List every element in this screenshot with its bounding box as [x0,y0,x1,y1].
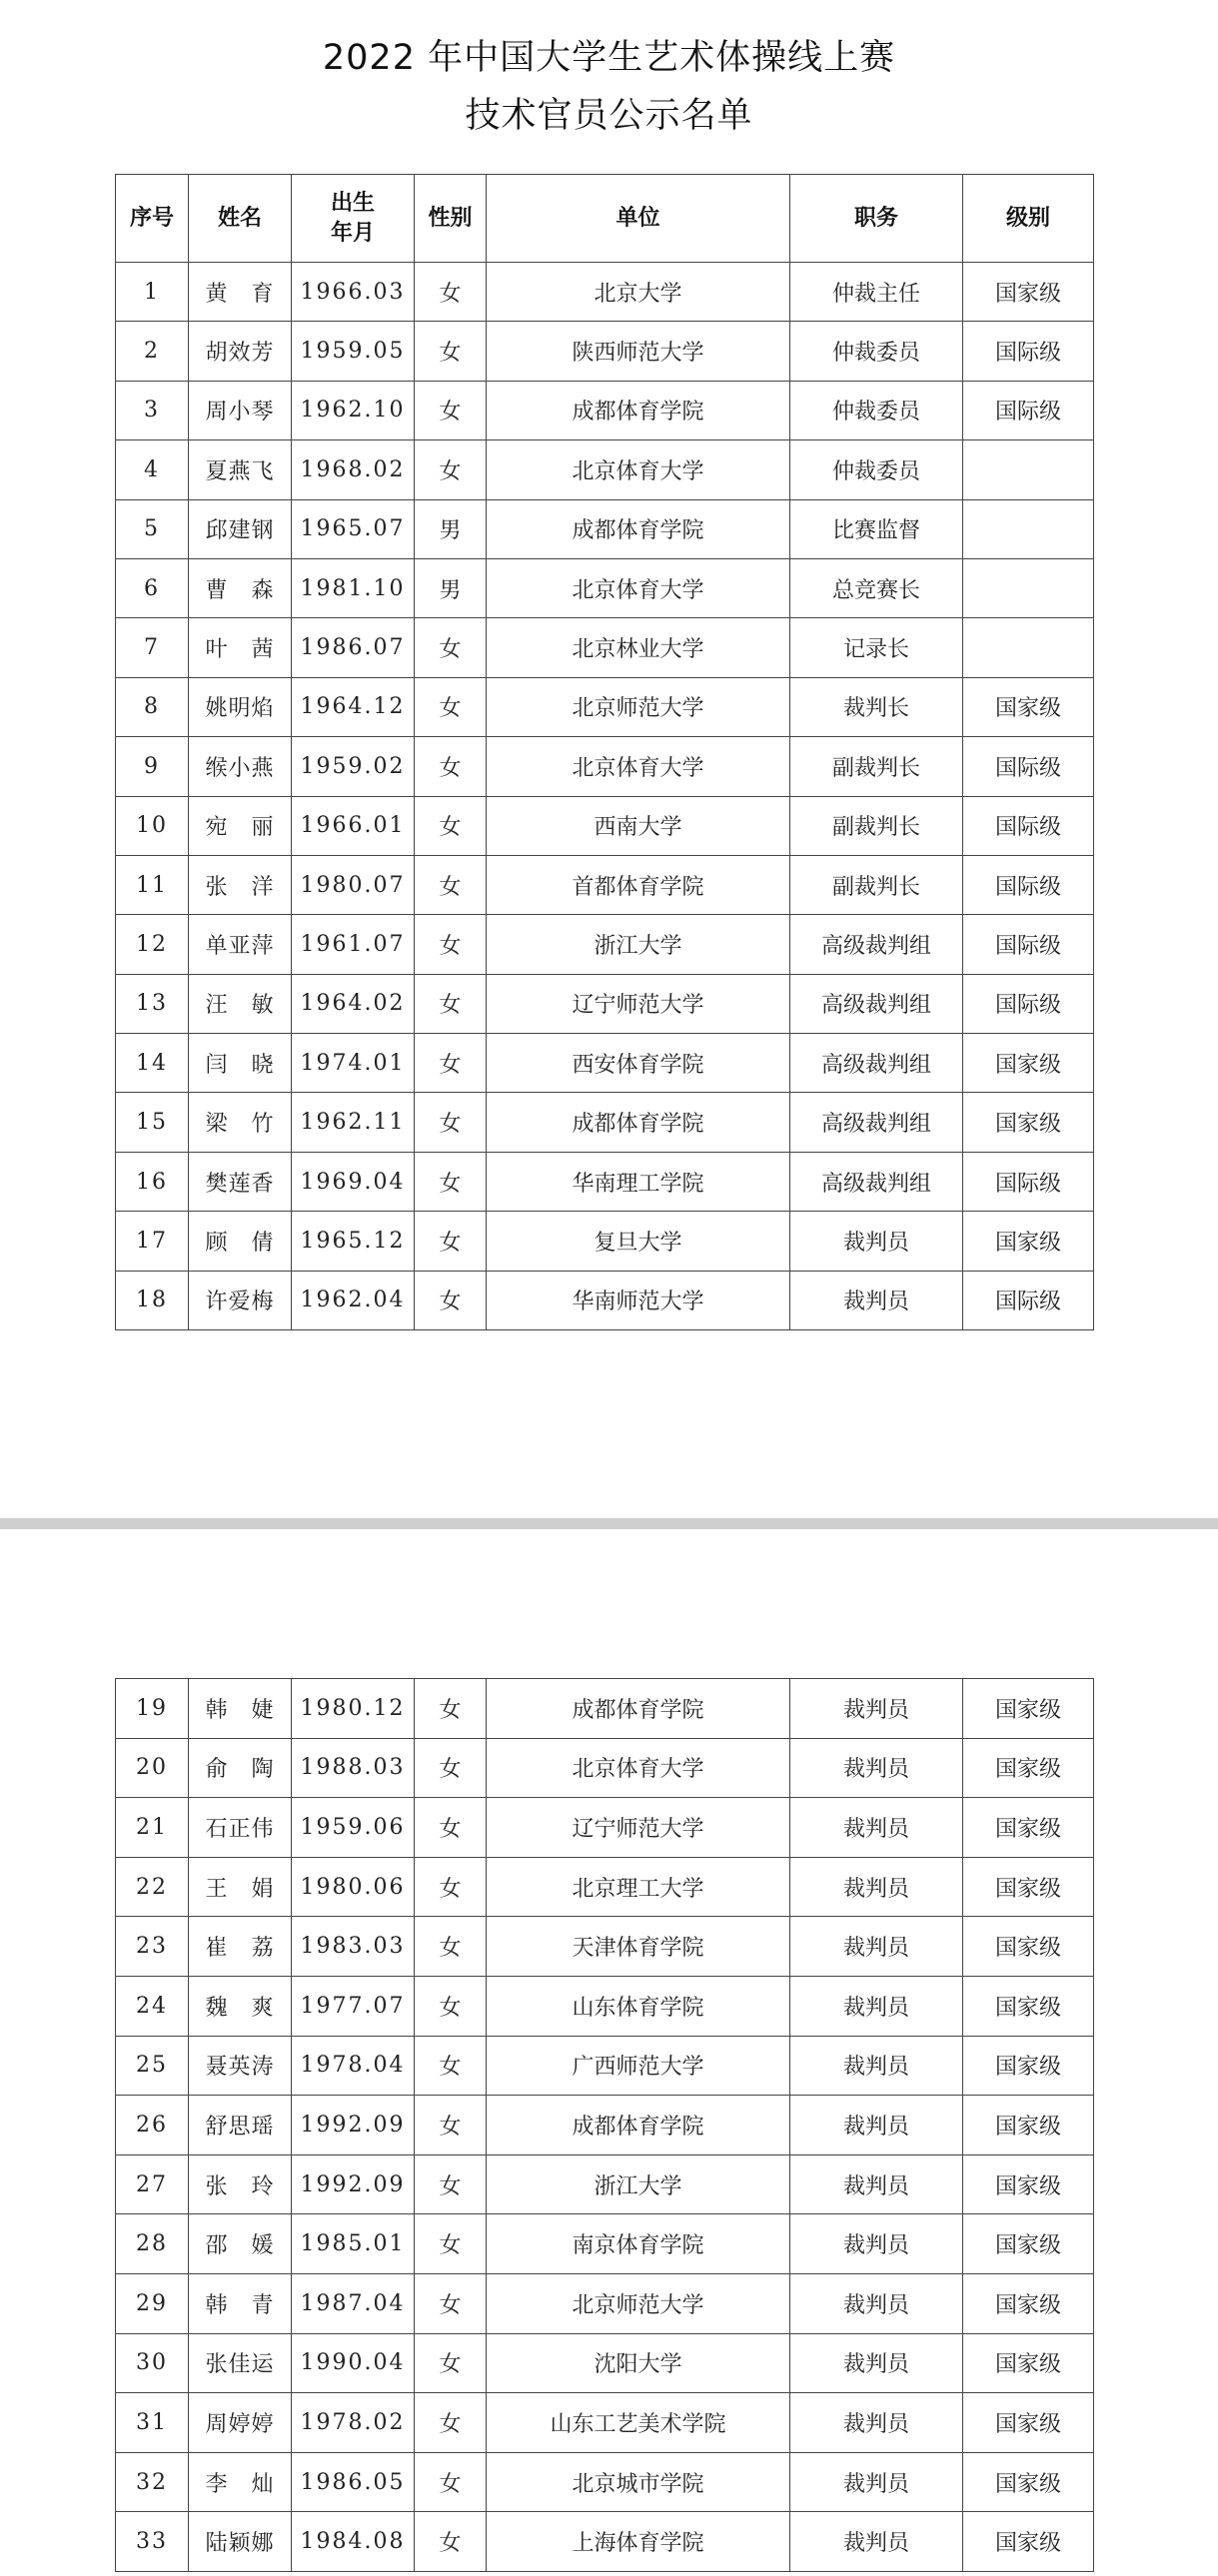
cell-gender: 男 [415,499,487,558]
cell-role: 高级裁判组 [790,1152,963,1211]
cell-birth: 1984.08 [292,2512,415,2572]
cell-birth: 1988.03 [292,1738,415,1798]
cell-level: 国家级 [963,2333,1094,2393]
cell-name: 周婷婷 [189,2393,292,2453]
cell-level: 国家级 [963,1857,1094,1917]
cell-index: 25 [116,2036,189,2096]
cell-gender: 女 [415,915,487,974]
cell-index: 7 [116,618,189,677]
cell-role: 裁判员 [790,2333,963,2393]
cell-birth: 1978.04 [292,2036,415,2096]
table-row [116,2214,1094,2274]
table-row [116,677,1094,736]
cell-index: 6 [116,558,189,617]
cell-name: 陆颖娜 [189,2512,292,2572]
cell-index: 15 [116,1093,189,1152]
cell-birth: 1959.06 [292,1798,415,1858]
table-row [116,381,1094,439]
cell-level: 国际级 [963,322,1094,381]
cell-gender: 女 [415,2393,487,2453]
cell-level: 国家级 [963,1798,1094,1858]
cell-level: 国际级 [963,381,1094,439]
cell-unit: 上海体育学院 [487,2512,790,2572]
cell-unit: 浙江大学 [487,915,790,974]
cell-birth: 1961.07 [292,915,415,974]
cell-level: 国家级 [963,677,1094,736]
cell-unit: 天津体育学院 [487,1917,790,1977]
cell-name: 石正伟 [189,1798,292,1858]
cell-birth: 1968.02 [292,440,415,499]
cell-level: 国家级 [963,2393,1094,2453]
cell-level [963,618,1094,677]
table-row [116,2273,1094,2333]
cell-gender: 女 [415,1798,487,1858]
cell-index: 2 [116,322,189,381]
cell-index: 23 [116,1917,189,1977]
cell-unit: 成都体育学院 [487,2096,790,2155]
cell-unit: 北京城市学院 [487,2452,790,2512]
cell-gender: 女 [415,1271,487,1329]
cell-role: 裁判长 [790,677,963,736]
header-gender: 性别 [415,175,487,263]
cell-index: 8 [116,677,189,736]
cell-unit: 成都体育学院 [487,1093,790,1152]
cell-index: 27 [116,2154,189,2214]
cell-level [963,440,1094,499]
cell-level: 国家级 [963,2154,1094,2214]
cell-gender: 女 [415,1679,487,1739]
cell-unit: 北京师范大学 [487,677,790,736]
cell-unit: 北京体育大学 [487,440,790,499]
cell-name: 缑小燕 [189,737,292,796]
table-row [116,2154,1094,2214]
cell-level: 国际级 [963,974,1094,1033]
cell-birth: 1964.02 [292,974,415,1033]
cell-birth: 1986.05 [292,2452,415,2512]
cell-level: 国家级 [963,2214,1094,2274]
cell-name: 叶 茜 [189,618,292,677]
table-row [116,499,1094,558]
cell-birth: 1965.12 [292,1212,415,1271]
cell-name: 张 洋 [189,855,292,914]
table-row [116,1976,1094,2036]
cell-level: 国家级 [963,1738,1094,1798]
cell-birth: 1965.07 [292,499,415,558]
table-row [116,737,1094,796]
cell-birth: 1987.04 [292,2273,415,2333]
cell-name: 崔 荔 [189,1917,292,1977]
cell-birth: 1978.02 [292,2393,415,2453]
cell-birth: 1990.04 [292,2333,415,2393]
table-row [116,974,1094,1033]
cell-name: 夏燕飞 [189,440,292,499]
cell-name: 姚明焰 [189,677,292,736]
table-row [116,915,1094,974]
cell-role: 副裁判长 [790,855,963,914]
cell-unit: 西安体育学院 [487,1034,790,1093]
table-row [116,263,1094,322]
cell-name: 聂英涛 [189,2036,292,2096]
cell-role: 总竞赛长 [790,558,963,617]
cell-unit: 北京体育大学 [487,1738,790,1798]
cell-role: 仲裁委员 [790,322,963,381]
cell-gender: 女 [415,2273,487,2333]
cell-birth: 1977.07 [292,1976,415,2036]
cell-index: 4 [116,440,189,499]
cell-index: 3 [116,381,189,439]
cell-gender: 女 [415,855,487,914]
cell-level: 国家级 [963,1679,1094,1739]
cell-role: 裁判员 [790,2452,963,2512]
cell-birth: 1964.12 [292,677,415,736]
cell-unit: 成都体育学院 [487,381,790,439]
cell-index: 24 [116,1976,189,2036]
cell-role: 裁判员 [790,1738,963,1798]
cell-level: 国家级 [963,263,1094,322]
cell-birth: 1962.10 [292,381,415,439]
cell-index: 17 [116,1212,189,1271]
cell-birth: 1985.01 [292,2214,415,2274]
cell-unit: 辽宁师范大学 [487,1798,790,1858]
cell-birth: 1962.11 [292,1093,415,1152]
cell-gender: 女 [415,974,487,1033]
cell-gender: 女 [415,381,487,439]
cell-name: 周小琴 [189,381,292,439]
table-row [116,1212,1094,1271]
cell-index: 16 [116,1152,189,1211]
cell-level: 国家级 [963,2096,1094,2155]
cell-name: 魏 爽 [189,1976,292,2036]
header-name: 姓名 [189,175,292,263]
cell-gender: 女 [415,796,487,855]
cell-name: 舒思瑶 [189,2096,292,2155]
cell-role: 裁判员 [790,2393,963,2453]
cell-gender: 女 [415,2333,487,2393]
cell-unit: 西南大学 [487,796,790,855]
table-row [116,1271,1094,1329]
table-row [116,1093,1094,1152]
cell-name: 黄 育 [189,263,292,322]
cell-role: 裁判员 [790,2214,963,2274]
cell-gender: 女 [415,2214,487,2274]
cell-role: 副裁判长 [790,796,963,855]
cell-level: 国家级 [963,2036,1094,2096]
officials-table-page-2 [115,1678,1094,2572]
cell-role: 裁判员 [790,1679,963,1739]
header-role: 职务 [790,175,963,263]
cell-index: 1 [116,263,189,322]
cell-name: 李 灿 [189,2452,292,2512]
cell-unit: 陕西师范大学 [487,322,790,381]
cell-gender: 女 [415,1857,487,1917]
cell-unit: 北京体育大学 [487,558,790,617]
cell-level: 国际级 [963,737,1094,796]
cell-level: 国家级 [963,1976,1094,2036]
cell-role: 副裁判长 [790,737,963,796]
table-row [116,2096,1094,2155]
cell-role: 比赛监督 [790,499,963,558]
cell-index: 19 [116,1679,189,1739]
cell-index: 10 [116,796,189,855]
cell-level: 国家级 [963,1212,1094,1271]
cell-unit: 华南师范大学 [487,1271,790,1329]
cell-name: 汪 敏 [189,974,292,1033]
cell-role: 仲裁委员 [790,381,963,439]
cell-role: 裁判员 [790,1271,963,1329]
cell-birth: 1966.03 [292,263,415,322]
table-row [116,1679,1094,1739]
cell-level: 国家级 [963,2273,1094,2333]
cell-index: 13 [116,974,189,1033]
cell-gender: 男 [415,558,487,617]
cell-gender: 女 [415,1034,487,1093]
cell-name: 王 娟 [189,1857,292,1917]
table-body-page-1 [116,263,1094,1330]
header-birth-line2: 年月 [330,220,375,246]
cell-gender: 女 [415,2096,487,2155]
cell-role: 裁判员 [790,2036,963,2096]
cell-unit: 广西师范大学 [487,2036,790,2096]
table-row [116,440,1094,499]
table-row [116,2512,1094,2572]
cell-gender: 女 [415,2512,487,2572]
cell-unit: 复旦大学 [487,1212,790,1271]
cell-level: 国际级 [963,855,1094,914]
cell-birth: 1981.10 [292,558,415,617]
cell-gender: 女 [415,1212,487,1271]
cell-name: 樊莲香 [189,1152,292,1211]
cell-unit: 成都体育学院 [487,1679,790,1739]
document-subtitle: 技术官员公示名单 [465,96,753,136]
header-index: 序号 [116,175,189,263]
table-row [116,2333,1094,2393]
cell-index: 30 [116,2333,189,2393]
cell-birth: 1980.06 [292,1857,415,1917]
cell-name: 梁 竹 [189,1093,292,1152]
table-body-page-2 [116,1679,1094,2572]
cell-unit: 北京体育大学 [487,737,790,796]
cell-level: 国家级 [963,1034,1094,1093]
cell-unit: 北京林业大学 [487,618,790,677]
cell-birth: 1962.04 [292,1271,415,1329]
cell-unit: 山东体育学院 [487,1976,790,2036]
cell-name: 俞 陶 [189,1738,292,1798]
table-row [116,1152,1094,1211]
header-unit: 单位 [487,175,790,263]
cell-index: 14 [116,1034,189,1093]
cell-name: 韩 婕 [189,1679,292,1739]
cell-role: 高级裁判组 [790,974,963,1033]
table-row [116,1917,1094,1977]
table-row [116,855,1094,914]
cell-unit: 沈阳大学 [487,2333,790,2393]
cell-gender: 女 [415,618,487,677]
cell-name: 胡效芳 [189,322,292,381]
cell-name: 单亚萍 [189,915,292,974]
cell-gender: 女 [415,1976,487,2036]
cell-index: 18 [116,1271,189,1329]
cell-unit: 山东工艺美术学院 [487,2393,790,2453]
cell-name: 宛 丽 [189,796,292,855]
header-birth-line1: 出生 [330,190,375,216]
cell-unit: 北京大学 [487,263,790,322]
cell-role: 裁判员 [790,1917,963,1977]
cell-birth: 1959.05 [292,322,415,381]
cell-name: 闫 晓 [189,1034,292,1093]
cell-level: 国际级 [963,1271,1094,1329]
cell-gender: 女 [415,2036,487,2096]
cell-birth: 1980.12 [292,1679,415,1739]
cell-name: 张 玲 [189,2154,292,2214]
cell-birth: 1959.02 [292,737,415,796]
officials-table-page-1 [115,174,1094,1330]
cell-level [963,558,1094,617]
cell-birth: 1969.04 [292,1152,415,1211]
cell-role: 裁判员 [790,2096,963,2155]
table-header-row [116,175,1094,263]
cell-level: 国际级 [963,915,1094,974]
cell-level [963,499,1094,558]
cell-level: 国家级 [963,2512,1094,2572]
cell-gender: 女 [415,1093,487,1152]
cell-index: 5 [116,499,189,558]
cell-index: 26 [116,2096,189,2155]
cell-index: 32 [116,2452,189,2512]
table-row [116,2036,1094,2096]
header-birth [292,175,415,263]
cell-gender: 女 [415,1917,487,1977]
cell-gender: 女 [415,440,487,499]
cell-gender: 女 [415,677,487,736]
cell-role: 仲裁主任 [790,263,963,322]
cell-index: 9 [116,737,189,796]
page-divider [0,1518,1218,1529]
table-row [116,1034,1094,1093]
cell-gender: 女 [415,1738,487,1798]
cell-role: 高级裁判组 [790,1034,963,1093]
cell-gender: 女 [415,2452,487,2512]
cell-role: 仲裁委员 [790,440,963,499]
cell-birth: 1974.01 [292,1034,415,1093]
cell-role: 裁判员 [790,2512,963,2572]
table-row [116,796,1094,855]
cell-role: 高级裁判组 [790,915,963,974]
cell-unit: 成都体育学院 [487,499,790,558]
cell-role: 裁判员 [790,1857,963,1917]
cell-birth: 1980.07 [292,855,415,914]
cell-birth: 1966.01 [292,796,415,855]
cell-role: 高级裁判组 [790,1093,963,1152]
cell-index: 20 [116,1738,189,1798]
cell-index: 12 [116,915,189,974]
cell-gender: 女 [415,1152,487,1211]
cell-role: 裁判员 [790,1212,963,1271]
cell-gender: 女 [415,737,487,796]
cell-unit: 北京师范大学 [487,2273,790,2333]
cell-name: 邵 媛 [189,2214,292,2274]
cell-index: 31 [116,2393,189,2453]
cell-unit: 浙江大学 [487,2154,790,2214]
cell-gender: 女 [415,322,487,381]
cell-birth: 1986.07 [292,618,415,677]
cell-unit: 辽宁师范大学 [487,974,790,1033]
cell-name: 许爱梅 [189,1271,292,1329]
cell-role: 记录长 [790,618,963,677]
cell-level: 国际级 [963,796,1094,855]
table-row [116,558,1094,617]
cell-role: 裁判员 [790,2154,963,2214]
cell-unit: 南京体育学院 [487,2214,790,2274]
cell-index: 21 [116,1798,189,1858]
cell-level: 国家级 [963,1093,1094,1152]
table-row [116,1857,1094,1917]
table-row [116,2393,1094,2453]
table-row [116,618,1094,677]
cell-role: 裁判员 [790,2273,963,2333]
cell-name: 韩 青 [189,2273,292,2333]
header-level: 级别 [963,175,1094,263]
cell-birth: 1992.09 [292,2154,415,2214]
cell-index: 22 [116,1857,189,1917]
cell-name: 曹 森 [189,558,292,617]
table-row [116,1798,1094,1858]
cell-unit: 华南理工学院 [487,1152,790,1211]
cell-birth: 1983.03 [292,1917,415,1977]
table-row [116,2452,1094,2512]
cell-gender: 女 [415,2154,487,2214]
cell-level: 国家级 [963,1917,1094,1977]
cell-index: 29 [116,2273,189,2333]
cell-name: 张佳运 [189,2333,292,2393]
cell-name: 顾 倩 [189,1212,292,1271]
cell-index: 33 [116,2512,189,2572]
cell-index: 11 [116,855,189,914]
cell-level: 国际级 [963,1152,1094,1211]
cell-index: 28 [116,2214,189,2274]
cell-level: 国家级 [963,2452,1094,2512]
cell-unit: 首都体育学院 [487,855,790,914]
cell-role: 裁判员 [790,1976,963,2036]
table-row [116,322,1094,381]
cell-name: 邱建钢 [189,499,292,558]
document-title: 2022 年中国大学生艺术体操线上赛 [322,38,896,78]
cell-role: 裁判员 [790,1798,963,1858]
table-row [116,1738,1094,1798]
cell-gender: 女 [415,263,487,322]
cell-unit: 北京理工大学 [487,1857,790,1917]
cell-birth: 1992.09 [292,2096,415,2155]
